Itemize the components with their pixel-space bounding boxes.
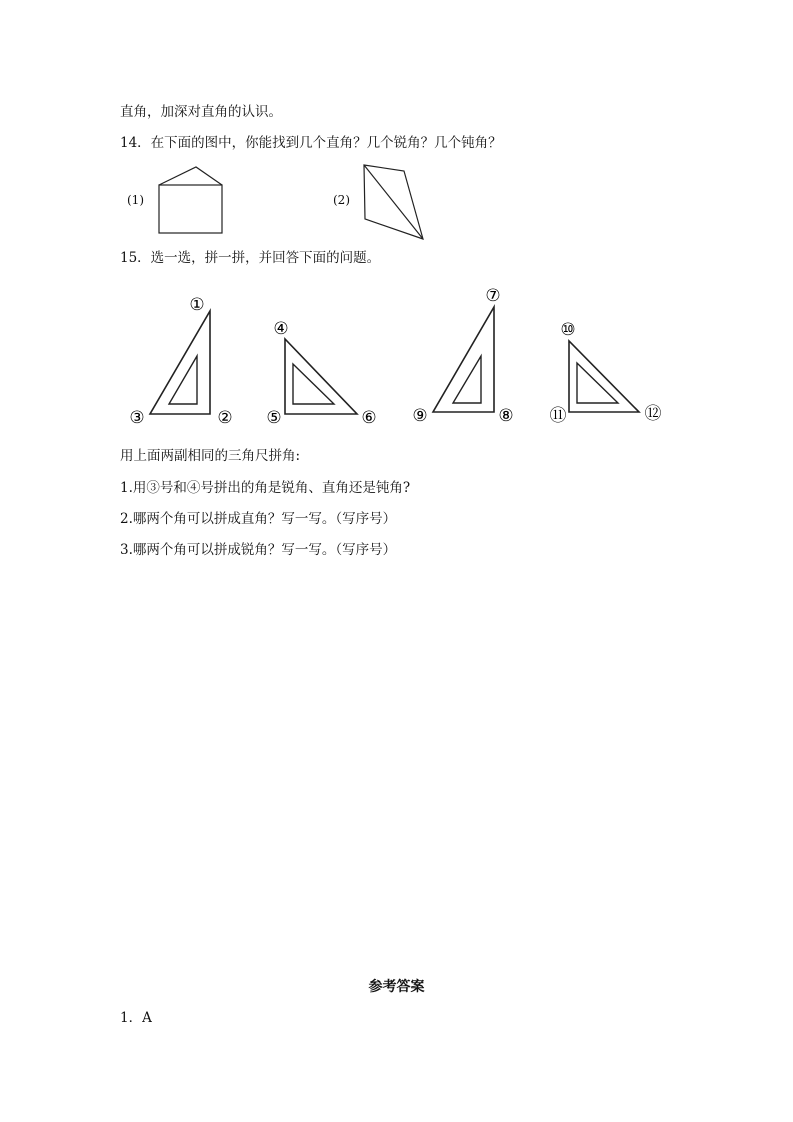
set-square-30-60-b [433, 307, 494, 412]
vertex-label-8: ⑧ [498, 406, 514, 426]
vertex-label-2: ② [217, 408, 233, 428]
vertex-label-11: ⑪ [549, 406, 567, 426]
figure-set-squares [120, 283, 670, 428]
answer-1: 1．A [120, 1010, 152, 1026]
figure-quadrilateral [355, 158, 435, 248]
vertex-label-9: ⑨ [412, 406, 428, 426]
instruction-line: 用上面两副相同的三角尺拼角: [120, 448, 301, 464]
house-rectangle [159, 185, 222, 233]
question-15: 15．选一选，拼一拼，并回答下面的问题。 [120, 250, 381, 266]
text-line-intro: 直角，加深对直角的认识。 [120, 104, 282, 120]
vertex-label-7: ⑦ [485, 286, 501, 306]
sub-question-2: 2.哪两个角可以拼成直角？写一写。（写序号） [120, 511, 397, 527]
figure-label-2: (2) [333, 193, 350, 207]
vertex-label-10: ⑩ [560, 320, 576, 340]
vertex-label-1: ① [189, 295, 205, 315]
set-square-30-60-a [150, 311, 210, 414]
house-roof [159, 167, 222, 185]
vertex-label-12: ⑫ [644, 404, 662, 424]
vertex-label-4: ④ [273, 319, 289, 339]
set-square-45-b [569, 341, 639, 412]
vertex-label-6: ⑥ [361, 408, 377, 428]
sub-question-1: 1.用③号和④号拼出的角是锐角、直角还是钝角? [120, 480, 411, 496]
figure-house-shape [150, 160, 240, 240]
set-square-45-a [285, 339, 357, 414]
vertex-label-5: ⑤ [266, 408, 282, 428]
question-14: 14．在下面的图中，你能找到几个直角？几个锐角？几个钝角？ [120, 135, 502, 151]
quadrilateral-diagonal [364, 165, 423, 239]
sub-question-3: 3.哪两个角可以拼成锐角？写一写。（写序号） [120, 542, 397, 558]
figure-label-1: (1) [127, 193, 144, 207]
vertex-label-3: ③ [129, 408, 145, 428]
answers-heading: 参考答案 [368, 979, 425, 995]
